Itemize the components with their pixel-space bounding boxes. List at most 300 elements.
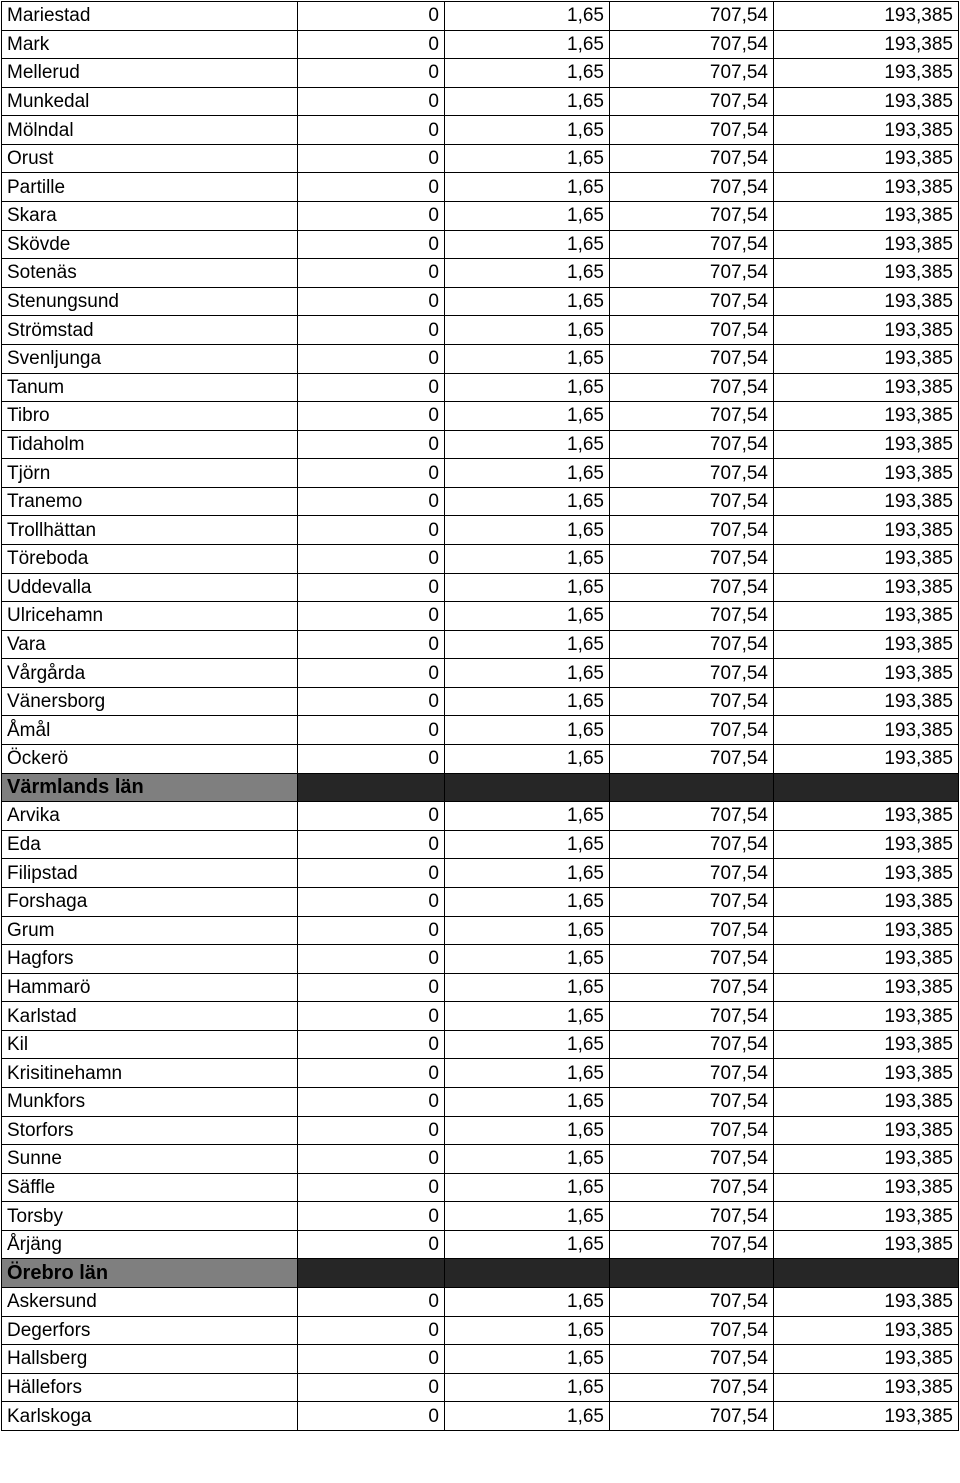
table-row [2, 344, 959, 373]
value-cell-c2[interactable]: 1,65 [445, 230, 610, 259]
value-cell-c1[interactable]: 0 [298, 630, 445, 659]
table-row [2, 144, 959, 173]
value-cell-c1[interactable]: 0 [298, 1145, 445, 1174]
value-cell-c1[interactable]: 0 [298, 2, 445, 31]
value-cell-c1[interactable]: 0 [298, 887, 445, 916]
municipality-name-cell[interactable]: Storfors [2, 1116, 298, 1145]
table-row [2, 259, 959, 288]
value-cell-c2[interactable]: 1,65 [445, 344, 610, 373]
value-cell-c4[interactable]: 193,385 [774, 602, 959, 631]
value-cell-c2[interactable]: 1,65 [445, 2, 610, 31]
municipality-name-cell[interactable]: Forshaga [2, 887, 298, 916]
municipality-name-cell[interactable]: Hallsberg [2, 1345, 298, 1374]
value-cell-c1[interactable]: 0 [298, 859, 445, 888]
table-row [2, 430, 959, 459]
table-row [2, 316, 959, 345]
value-cell-c1[interactable]: 0 [298, 687, 445, 716]
value-cell-c4[interactable]: 193,385 [774, 59, 959, 88]
table-row [2, 859, 959, 888]
value-cell-c2[interactable]: 1,65 [445, 59, 610, 88]
municipality-name-cell[interactable]: Mark [2, 30, 298, 59]
value-cell-c4[interactable]: 193,385 [774, 1145, 959, 1174]
value-cell-c1[interactable]: 0 [298, 1202, 445, 1231]
value-cell-c4[interactable]: 193,385 [774, 1230, 959, 1259]
value-cell-c1[interactable]: 0 [298, 259, 445, 288]
value-cell-c1[interactable]: 0 [298, 973, 445, 1002]
county-header-fill-cell[interactable] [298, 1259, 445, 1288]
value-cell-c2[interactable]: 1,65 [445, 1230, 610, 1259]
value-cell-c3[interactable]: 707,54 [610, 1202, 774, 1231]
table-row [2, 202, 959, 231]
municipality-name-cell[interactable]: Tibro [2, 402, 298, 431]
value-cell-c3[interactable]: 707,54 [610, 1087, 774, 1116]
value-cell-c3[interactable]: 707,54 [610, 630, 774, 659]
municipality-name-cell[interactable]: Munkfors [2, 1087, 298, 1116]
value-cell-c1[interactable]: 0 [298, 1087, 445, 1116]
value-cell-c4[interactable]: 193,385 [774, 487, 959, 516]
value-cell-c3[interactable]: 707,54 [610, 373, 774, 402]
municipality-name-cell[interactable]: Mariestad [2, 2, 298, 31]
value-cell-c4[interactable]: 193,385 [774, 2, 959, 31]
value-cell-c3[interactable]: 707,54 [610, 316, 774, 345]
value-cell-c3[interactable]: 707,54 [610, 1345, 774, 1374]
value-cell-c2[interactable]: 1,65 [445, 1030, 610, 1059]
value-cell-c4[interactable]: 193,385 [774, 1173, 959, 1202]
value-cell-c3[interactable]: 707,54 [610, 1173, 774, 1202]
value-cell-c1[interactable]: 0 [298, 430, 445, 459]
value-cell-c2[interactable]: 1,65 [445, 1087, 610, 1116]
value-cell-c4[interactable]: 193,385 [774, 1202, 959, 1231]
value-cell-c2[interactable]: 1,65 [445, 1202, 610, 1231]
municipality-name-cell[interactable]: Uddevalla [2, 573, 298, 602]
value-cell-c4[interactable]: 193,385 [774, 859, 959, 888]
table-row [2, 716, 959, 745]
value-cell-c4[interactable]: 193,385 [774, 630, 959, 659]
value-cell-c4[interactable]: 193,385 [774, 544, 959, 573]
value-cell-c4[interactable]: 193,385 [774, 887, 959, 916]
value-cell-c2[interactable]: 1,65 [445, 859, 610, 888]
municipality-name-cell[interactable]: Eda [2, 830, 298, 859]
value-cell-c2[interactable]: 1,65 [445, 1116, 610, 1145]
value-cell-c3[interactable]: 707,54 [610, 1230, 774, 1259]
value-cell-c3[interactable]: 707,54 [610, 87, 774, 116]
value-cell-c1[interactable]: 0 [298, 1345, 445, 1374]
table-row [2, 630, 959, 659]
municipality-name-cell[interactable]: Vara [2, 630, 298, 659]
value-cell-c4[interactable]: 193,385 [774, 1373, 959, 1402]
value-cell-c4[interactable]: 193,385 [774, 430, 959, 459]
value-cell-c3[interactable]: 707,54 [610, 745, 774, 774]
value-cell-c3[interactable]: 707,54 [610, 1316, 774, 1345]
table-row [2, 1373, 959, 1402]
table-row [2, 1030, 959, 1059]
municipality-name-cell[interactable]: Hammarö [2, 973, 298, 1002]
value-cell-c2[interactable]: 1,65 [445, 945, 610, 974]
county-header-fill-cell[interactable] [610, 1259, 774, 1288]
value-cell-c2[interactable]: 1,65 [445, 30, 610, 59]
value-cell-c3[interactable]: 707,54 [610, 459, 774, 488]
value-cell-c1[interactable]: 0 [298, 745, 445, 774]
value-cell-c3[interactable]: 707,54 [610, 1402, 774, 1431]
value-cell-c1[interactable]: 0 [298, 516, 445, 545]
value-cell-c4[interactable]: 193,385 [774, 116, 959, 145]
value-cell-c3[interactable]: 707,54 [610, 259, 774, 288]
value-cell-c3[interactable]: 707,54 [610, 516, 774, 545]
value-cell-c4[interactable]: 193,385 [774, 287, 959, 316]
table-row [2, 1402, 959, 1431]
table-row [2, 887, 959, 916]
municipality-name-cell[interactable]: Sunne [2, 1145, 298, 1174]
value-cell-c2[interactable]: 1,65 [445, 1002, 610, 1031]
table-row [2, 287, 959, 316]
municipality-name-cell[interactable]: Årjäng [2, 1230, 298, 1259]
county-header-cell[interactable]: Örebro län [2, 1259, 298, 1288]
value-cell-c3[interactable]: 707,54 [610, 973, 774, 1002]
value-cell-c3[interactable]: 707,54 [610, 544, 774, 573]
value-cell-c1[interactable]: 0 [298, 487, 445, 516]
value-cell-c1[interactable]: 0 [298, 316, 445, 345]
value-cell-c2[interactable]: 1,65 [445, 287, 610, 316]
value-cell-c4[interactable]: 193,385 [774, 1288, 959, 1317]
table-row [2, 1202, 959, 1231]
municipality-name-cell[interactable]: Hällefors [2, 1373, 298, 1402]
value-cell-c3[interactable]: 707,54 [610, 202, 774, 231]
value-cell-c4[interactable]: 193,385 [774, 1087, 959, 1116]
municipality-name-cell[interactable]: Arvika [2, 802, 298, 831]
value-cell-c4[interactable]: 193,385 [774, 916, 959, 945]
value-cell-c1[interactable]: 0 [298, 87, 445, 116]
table-body [2, 2, 959, 1431]
value-cell-c3[interactable]: 707,54 [610, 716, 774, 745]
value-cell-c4[interactable]: 193,385 [774, 1345, 959, 1374]
value-cell-c4[interactable]: 193,385 [774, 87, 959, 116]
value-cell-c2[interactable]: 1,65 [445, 630, 610, 659]
value-cell-c2[interactable]: 1,65 [445, 544, 610, 573]
value-cell-c2[interactable]: 1,65 [445, 1345, 610, 1374]
municipality-name-cell[interactable]: Kil [2, 1030, 298, 1059]
value-cell-c1[interactable]: 0 [298, 1288, 445, 1317]
table-row [2, 1316, 959, 1345]
value-cell-c1[interactable]: 0 [298, 1373, 445, 1402]
value-cell-c4[interactable]: 193,385 [774, 259, 959, 288]
table-row [2, 87, 959, 116]
municipality-name-cell[interactable]: Grum [2, 916, 298, 945]
value-cell-c3[interactable]: 707,54 [610, 1288, 774, 1317]
value-cell-c1[interactable]: 0 [298, 202, 445, 231]
table-row [2, 602, 959, 631]
value-cell-c4[interactable]: 193,385 [774, 1316, 959, 1345]
value-cell-c4[interactable]: 193,385 [774, 573, 959, 602]
value-cell-c1[interactable]: 0 [298, 402, 445, 431]
value-cell-c4[interactable]: 193,385 [774, 1116, 959, 1145]
table-row [2, 659, 959, 688]
municipality-name-cell[interactable]: Skara [2, 202, 298, 231]
value-cell-c3[interactable]: 707,54 [610, 30, 774, 59]
value-cell-c2[interactable]: 1,65 [445, 487, 610, 516]
value-cell-c2[interactable]: 1,65 [445, 973, 610, 1002]
table-row [2, 687, 959, 716]
value-cell-c4[interactable]: 193,385 [774, 830, 959, 859]
municipality-name-cell[interactable]: Töreboda [2, 544, 298, 573]
value-cell-c4[interactable]: 193,385 [774, 1030, 959, 1059]
value-cell-c3[interactable]: 707,54 [610, 344, 774, 373]
value-cell-c2[interactable]: 1,65 [445, 116, 610, 145]
value-cell-c3[interactable]: 707,54 [610, 859, 774, 888]
municipality-name-cell[interactable]: Svenljunga [2, 344, 298, 373]
value-cell-c3[interactable]: 707,54 [610, 144, 774, 173]
value-cell-c1[interactable]: 0 [298, 1316, 445, 1345]
value-cell-c2[interactable]: 1,65 [445, 1316, 610, 1345]
value-cell-c4[interactable]: 193,385 [774, 344, 959, 373]
value-cell-c1[interactable]: 0 [298, 573, 445, 602]
table-row [2, 516, 959, 545]
value-cell-c4[interactable]: 193,385 [774, 316, 959, 345]
table-row [2, 745, 959, 774]
value-cell-c3[interactable]: 707,54 [610, 602, 774, 631]
table-row [2, 1002, 959, 1031]
table-row [2, 802, 959, 831]
value-cell-c1[interactable]: 0 [298, 659, 445, 688]
county-header-row [2, 1259, 959, 1288]
value-cell-c4[interactable]: 193,385 [774, 1059, 959, 1088]
table-row [2, 544, 959, 573]
table-row [2, 830, 959, 859]
value-cell-c3[interactable]: 707,54 [610, 1145, 774, 1174]
value-cell-c3[interactable]: 707,54 [610, 402, 774, 431]
value-cell-c3[interactable]: 707,54 [610, 230, 774, 259]
value-cell-c4[interactable]: 193,385 [774, 802, 959, 831]
value-cell-c1[interactable]: 0 [298, 344, 445, 373]
municipality-name-cell[interactable]: Torsby [2, 1202, 298, 1231]
table-row [2, 2, 959, 31]
value-cell-c1[interactable]: 0 [298, 830, 445, 859]
municipality-name-cell[interactable]: Vårgårda [2, 659, 298, 688]
value-cell-c2[interactable]: 1,65 [445, 516, 610, 545]
value-cell-c1[interactable]: 0 [298, 602, 445, 631]
municipality-name-cell[interactable]: Tranemo [2, 487, 298, 516]
value-cell-c4[interactable]: 193,385 [774, 973, 959, 1002]
county-header-fill-cell[interactable] [774, 1259, 959, 1288]
table-row [2, 1059, 959, 1088]
value-cell-c2[interactable]: 1,65 [445, 144, 610, 173]
municipality-name-cell[interactable]: Sotenäs [2, 259, 298, 288]
value-cell-c2[interactable]: 1,65 [445, 802, 610, 831]
municipality-name-cell[interactable]: Öckerö [2, 745, 298, 774]
value-cell-c3[interactable]: 707,54 [610, 916, 774, 945]
value-cell-c3[interactable]: 707,54 [610, 430, 774, 459]
value-cell-c3[interactable]: 707,54 [610, 687, 774, 716]
municipality-name-cell[interactable]: Vänersborg [2, 687, 298, 716]
value-cell-c3[interactable]: 707,54 [610, 116, 774, 145]
value-cell-c4[interactable]: 193,385 [774, 1002, 959, 1031]
municipality-name-cell[interactable]: Karlskoga [2, 1402, 298, 1431]
value-cell-c2[interactable]: 1,65 [445, 916, 610, 945]
municipality-name-cell[interactable]: Ulricehamn [2, 602, 298, 631]
value-cell-c3[interactable]: 707,54 [610, 287, 774, 316]
value-cell-c4[interactable]: 193,385 [774, 202, 959, 231]
value-cell-c2[interactable]: 1,65 [445, 716, 610, 745]
county-header-fill-cell[interactable] [610, 773, 774, 802]
value-cell-c4[interactable]: 193,385 [774, 745, 959, 774]
value-cell-c3[interactable]: 707,54 [610, 945, 774, 974]
table-row [2, 402, 959, 431]
value-cell-c4[interactable]: 193,385 [774, 144, 959, 173]
value-cell-c1[interactable]: 0 [298, 230, 445, 259]
value-cell-c3[interactable]: 707,54 [610, 1059, 774, 1088]
value-cell-c3[interactable]: 707,54 [610, 802, 774, 831]
value-cell-c2[interactable]: 1,65 [445, 259, 610, 288]
value-cell-c1[interactable]: 0 [298, 287, 445, 316]
value-cell-c1[interactable]: 0 [298, 459, 445, 488]
value-cell-c4[interactable]: 193,385 [774, 945, 959, 974]
value-cell-c4[interactable]: 193,385 [774, 402, 959, 431]
value-cell-c2[interactable]: 1,65 [445, 1145, 610, 1174]
value-cell-c2[interactable]: 1,65 [445, 173, 610, 202]
table-row [2, 1230, 959, 1259]
value-cell-c3[interactable]: 707,54 [610, 1116, 774, 1145]
value-cell-c1[interactable]: 0 [298, 716, 445, 745]
value-cell-c1[interactable]: 0 [298, 1059, 445, 1088]
value-cell-c1[interactable]: 0 [298, 1230, 445, 1259]
county-header-fill-cell[interactable] [298, 773, 445, 802]
value-cell-c1[interactable]: 0 [298, 1030, 445, 1059]
municipality-name-cell[interactable]: Orust [2, 144, 298, 173]
value-cell-c2[interactable]: 1,65 [445, 402, 610, 431]
value-cell-c2[interactable]: 1,65 [445, 1373, 610, 1402]
table-row [2, 230, 959, 259]
value-cell-c1[interactable]: 0 [298, 144, 445, 173]
municipality-name-cell[interactable]: Munkedal [2, 87, 298, 116]
value-cell-c1[interactable]: 0 [298, 30, 445, 59]
value-cell-c4[interactable]: 193,385 [774, 659, 959, 688]
value-cell-c3[interactable]: 707,54 [610, 59, 774, 88]
value-cell-c3[interactable]: 707,54 [610, 887, 774, 916]
value-cell-c4[interactable]: 193,385 [774, 459, 959, 488]
value-cell-c1[interactable]: 0 [298, 1116, 445, 1145]
table-row [2, 1288, 959, 1317]
value-cell-c4[interactable]: 193,385 [774, 516, 959, 545]
value-cell-c1[interactable]: 0 [298, 373, 445, 402]
value-cell-c2[interactable]: 1,65 [445, 316, 610, 345]
municipality-name-cell[interactable]: Karlstad [2, 1002, 298, 1031]
value-cell-c3[interactable]: 707,54 [610, 1002, 774, 1031]
value-cell-c3[interactable]: 707,54 [610, 1030, 774, 1059]
municipality-name-cell[interactable]: Krisitinehamn [2, 1059, 298, 1088]
value-cell-c2[interactable]: 1,65 [445, 1402, 610, 1431]
value-cell-c2[interactable]: 1,65 [445, 659, 610, 688]
table-row [2, 573, 959, 602]
value-cell-c3[interactable]: 707,54 [610, 173, 774, 202]
value-cell-c4[interactable]: 193,385 [774, 173, 959, 202]
table-row [2, 1087, 959, 1116]
value-cell-c2[interactable]: 1,65 [445, 830, 610, 859]
value-cell-c2[interactable]: 1,65 [445, 887, 610, 916]
value-cell-c2[interactable]: 1,65 [445, 87, 610, 116]
spreadsheet-table [1, 1, 959, 1431]
value-cell-c3[interactable]: 707,54 [610, 2, 774, 31]
value-cell-c2[interactable]: 1,65 [445, 1059, 610, 1088]
value-cell-c4[interactable]: 193,385 [774, 1402, 959, 1431]
county-header-fill-cell[interactable] [774, 773, 959, 802]
table-row [2, 945, 959, 974]
county-header-fill-cell[interactable] [445, 1259, 610, 1288]
table-row [2, 459, 959, 488]
value-cell-c1[interactable]: 0 [298, 116, 445, 145]
county-header-fill-cell[interactable] [445, 773, 610, 802]
municipality-name-cell[interactable]: Strömstad [2, 316, 298, 345]
table-row [2, 373, 959, 402]
value-cell-c1[interactable]: 0 [298, 59, 445, 88]
municipality-name-cell[interactable]: Säffle [2, 1173, 298, 1202]
table-row [2, 916, 959, 945]
value-cell-c2[interactable]: 1,65 [445, 373, 610, 402]
value-cell-c2[interactable]: 1,65 [445, 202, 610, 231]
value-cell-c3[interactable]: 707,54 [610, 1373, 774, 1402]
value-cell-c1[interactable]: 0 [298, 173, 445, 202]
value-cell-c3[interactable]: 707,54 [610, 830, 774, 859]
municipality-name-cell[interactable]: Askersund [2, 1288, 298, 1317]
county-header-row [2, 773, 959, 802]
value-cell-c2[interactable]: 1,65 [445, 602, 610, 631]
value-cell-c2[interactable]: 1,65 [445, 1288, 610, 1317]
value-cell-c3[interactable]: 707,54 [610, 659, 774, 688]
table-row [2, 1116, 959, 1145]
municipality-name-cell[interactable]: Åmål [2, 716, 298, 745]
value-cell-c1[interactable]: 0 [298, 1002, 445, 1031]
table-row [2, 973, 959, 1002]
value-cell-c4[interactable]: 193,385 [774, 230, 959, 259]
value-cell-c2[interactable]: 1,65 [445, 1173, 610, 1202]
value-cell-c4[interactable]: 193,385 [774, 687, 959, 716]
municipality-name-cell[interactable]: Tjörn [2, 459, 298, 488]
municipality-name-cell[interactable]: Degerfors [2, 1316, 298, 1345]
municipality-name-cell[interactable]: Trollhättan [2, 516, 298, 545]
value-cell-c3[interactable]: 707,54 [610, 487, 774, 516]
value-cell-c4[interactable]: 193,385 [774, 373, 959, 402]
value-cell-c1[interactable]: 0 [298, 945, 445, 974]
table-row [2, 1145, 959, 1174]
table-row [2, 487, 959, 516]
table-row [2, 173, 959, 202]
table-row [2, 116, 959, 145]
value-cell-c1[interactable]: 0 [298, 1402, 445, 1431]
value-cell-c2[interactable]: 1,65 [445, 430, 610, 459]
value-cell-c1[interactable]: 0 [298, 802, 445, 831]
table-row [2, 30, 959, 59]
value-cell-c2[interactable]: 1,65 [445, 459, 610, 488]
value-cell-c2[interactable]: 1,65 [445, 745, 610, 774]
municipality-name-cell[interactable]: Skövde [2, 230, 298, 259]
value-cell-c2[interactable]: 1,65 [445, 573, 610, 602]
county-header-cell[interactable]: Värmlands län [2, 773, 298, 802]
value-cell-c1[interactable]: 0 [298, 916, 445, 945]
municipality-name-cell[interactable]: Filipstad [2, 859, 298, 888]
value-cell-c2[interactable]: 1,65 [445, 687, 610, 716]
value-cell-c4[interactable]: 193,385 [774, 30, 959, 59]
municipality-name-cell[interactable]: Tidaholm [2, 430, 298, 459]
municipality-name-cell[interactable]: Mölndal [2, 116, 298, 145]
municipality-name-cell[interactable]: Mellerud [2, 59, 298, 88]
municipality-name-cell[interactable]: Stenungsund [2, 287, 298, 316]
table-row [2, 1345, 959, 1374]
municipality-name-cell[interactable]: Tanum [2, 373, 298, 402]
value-cell-c1[interactable]: 0 [298, 544, 445, 573]
municipality-name-cell[interactable]: Partille [2, 173, 298, 202]
value-cell-c3[interactable]: 707,54 [610, 573, 774, 602]
value-cell-c1[interactable]: 0 [298, 1173, 445, 1202]
municipality-name-cell[interactable]: Hagfors [2, 945, 298, 974]
value-cell-c4[interactable]: 193,385 [774, 716, 959, 745]
